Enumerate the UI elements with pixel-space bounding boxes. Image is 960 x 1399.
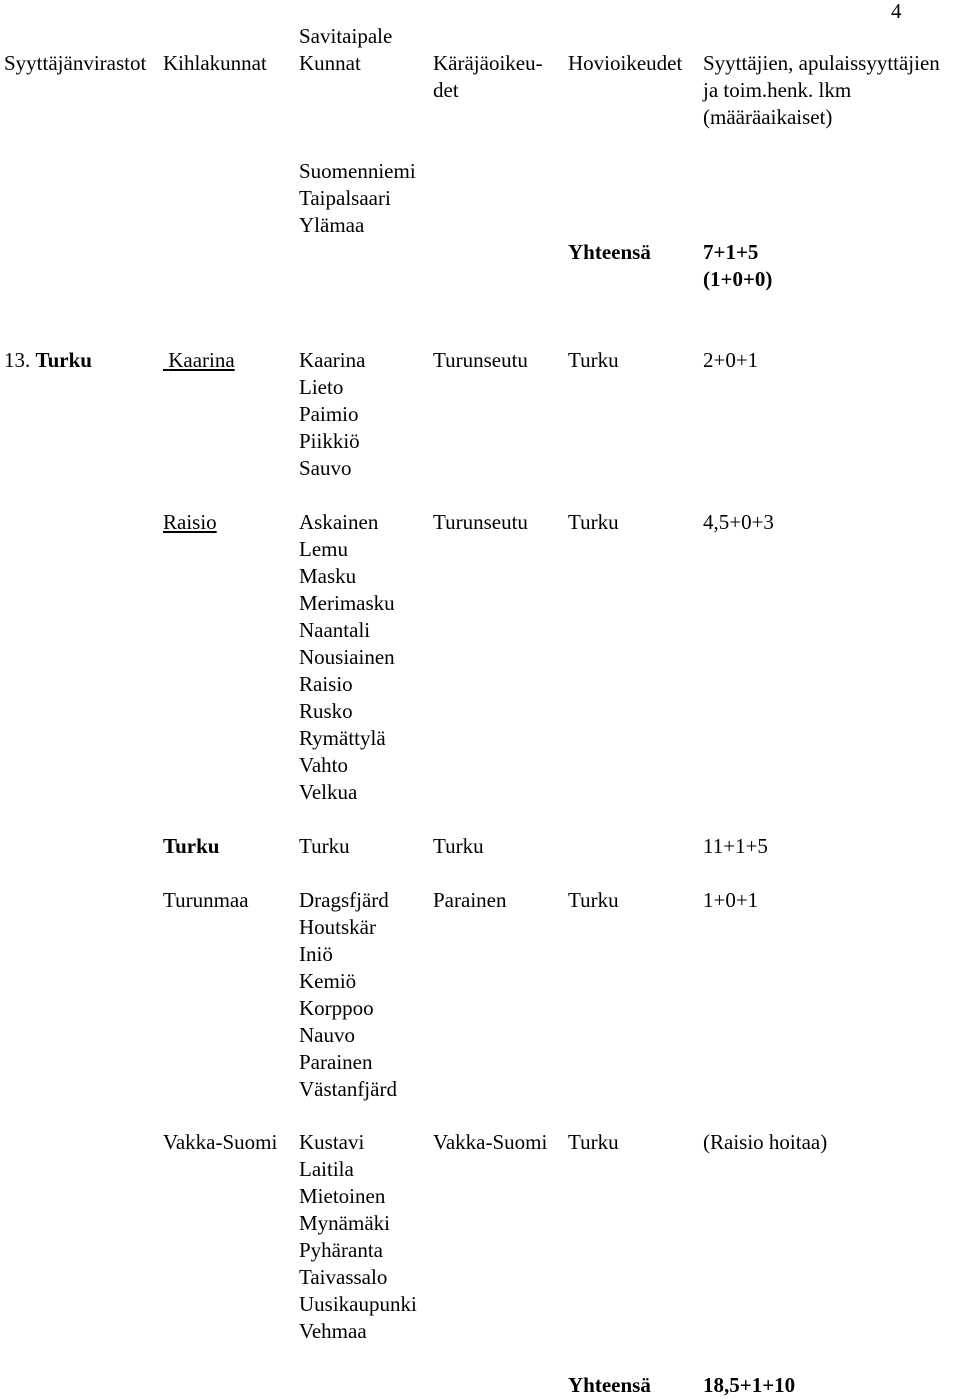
municipality: Kustavi xyxy=(299,1130,365,1154)
municipality: Paimio xyxy=(299,402,359,426)
district-turku: Turku xyxy=(163,834,220,858)
staff-vakka-suomi: (Raisio hoitaa) xyxy=(703,1130,828,1154)
office-heading xyxy=(4,347,92,374)
municipality: Raisio xyxy=(299,672,353,696)
municipality: Kaarina xyxy=(299,348,366,372)
municipality: Mynämäki xyxy=(299,1211,390,1235)
municipality: Nousiainen xyxy=(299,645,395,669)
staff-raisio: 4,5+0+3 xyxy=(703,510,774,534)
header-staff-line3: (määräaikaiset) xyxy=(703,105,833,129)
district-court-turunmaa: Parainen xyxy=(433,888,507,912)
continued-municipality-savitaipale: Savitaipale xyxy=(299,24,393,48)
municipality: Lemu xyxy=(299,537,348,561)
header-municipalities: Kunnat xyxy=(299,51,361,75)
header-prosecution-offices: Syyttäjänvirastot xyxy=(4,51,147,75)
staff-turku: 11+1+5 xyxy=(703,834,768,858)
municipality: Mietoinen xyxy=(299,1184,386,1208)
office-number: 13. xyxy=(4,348,31,372)
subtotal-value-line2: (1+0+0) xyxy=(703,267,773,291)
district-court-vakka-suomi: Vakka-Suomi xyxy=(433,1130,548,1154)
staff-turunmaa: 1+0+1 xyxy=(703,888,759,912)
continued-municipality-list xyxy=(299,158,416,239)
municipality: Taivassalo xyxy=(299,1265,388,1289)
total-label: Yhteensä xyxy=(568,1373,651,1397)
municipality: Lieto xyxy=(299,375,344,399)
appeals-court-turunmaa: Turku xyxy=(568,888,619,912)
municipality: Nauvo xyxy=(299,1023,355,1047)
municipality-list-kaarina xyxy=(299,347,365,482)
municipality-turku: Turku xyxy=(299,834,350,858)
municipality: Rymättylä xyxy=(299,726,386,750)
municipality: Dragsfjärd xyxy=(299,888,389,912)
municipality-list-raisio xyxy=(299,509,395,806)
municipality: Pyhäranta xyxy=(299,1238,383,1262)
municipality: Laitila xyxy=(299,1157,354,1181)
district-raisio: Raisio xyxy=(163,510,217,534)
appeals-court-raisio: Turku xyxy=(568,510,619,534)
municipality: Suomenniemi xyxy=(299,159,416,183)
appeals-court-vakka-suomi: Turku xyxy=(568,1130,619,1154)
header-appeals-courts: Hovioikeudet xyxy=(568,51,683,75)
office-name: Turku xyxy=(35,348,92,372)
header-districts: Kihlakunnat xyxy=(163,51,267,75)
staff-kaarina: 2+0+1 xyxy=(703,348,759,372)
municipality-list-vakka-suomi xyxy=(299,1129,417,1345)
district-kaarina: Kaarina xyxy=(168,348,235,372)
municipality: Iniö xyxy=(299,942,333,966)
district-court-raisio: Turunseutu xyxy=(433,510,528,534)
municipality: Korppoo xyxy=(299,996,374,1020)
municipality: Kemiö xyxy=(299,969,357,993)
district-court-turku: Turku xyxy=(433,834,484,858)
municipality: Merimasku xyxy=(299,591,395,615)
municipality: Houtskär xyxy=(299,915,376,939)
municipality: Piikkiö xyxy=(299,429,360,453)
header-district-courts-line2: det xyxy=(433,78,459,102)
total-value: 18,5+1+10 xyxy=(703,1373,796,1397)
municipality: Västanfjärd xyxy=(299,1077,397,1101)
municipality: Uusikaupunki xyxy=(299,1292,417,1316)
municipality: Parainen xyxy=(299,1050,373,1074)
municipality: Sauvo xyxy=(299,456,352,480)
header-staff-line1: Syyttäjien, apulaissyyttäjien xyxy=(703,51,940,75)
municipality: Vehmaa xyxy=(299,1319,367,1343)
header-district-courts-line1: Käräjäoikeu- xyxy=(433,51,543,75)
subtotal-value-line1: 7+1+5 xyxy=(703,240,759,264)
municipality: Askainen xyxy=(299,510,379,534)
municipality: Rusko xyxy=(299,699,353,723)
municipality: Masku xyxy=(299,564,357,588)
page-number: 4 xyxy=(891,0,902,23)
subtotal-label: Yhteensä xyxy=(568,240,651,264)
municipality: Taipalsaari xyxy=(299,186,391,210)
header-staff-line2: ja toim.henk. lkm xyxy=(703,78,852,102)
municipality: Ylämaa xyxy=(299,213,365,237)
municipality: Velkua xyxy=(299,780,358,804)
appeals-court-kaarina: Turku xyxy=(568,348,619,372)
district-court-kaarina: Turunseutu xyxy=(433,348,528,372)
municipality: Naantali xyxy=(299,618,371,642)
municipality-list-turunmaa xyxy=(299,887,397,1103)
district-turunmaa: Turunmaa xyxy=(163,888,249,912)
municipality: Vahto xyxy=(299,753,348,777)
district-vakka-suomi: Vakka-Suomi xyxy=(163,1130,278,1154)
